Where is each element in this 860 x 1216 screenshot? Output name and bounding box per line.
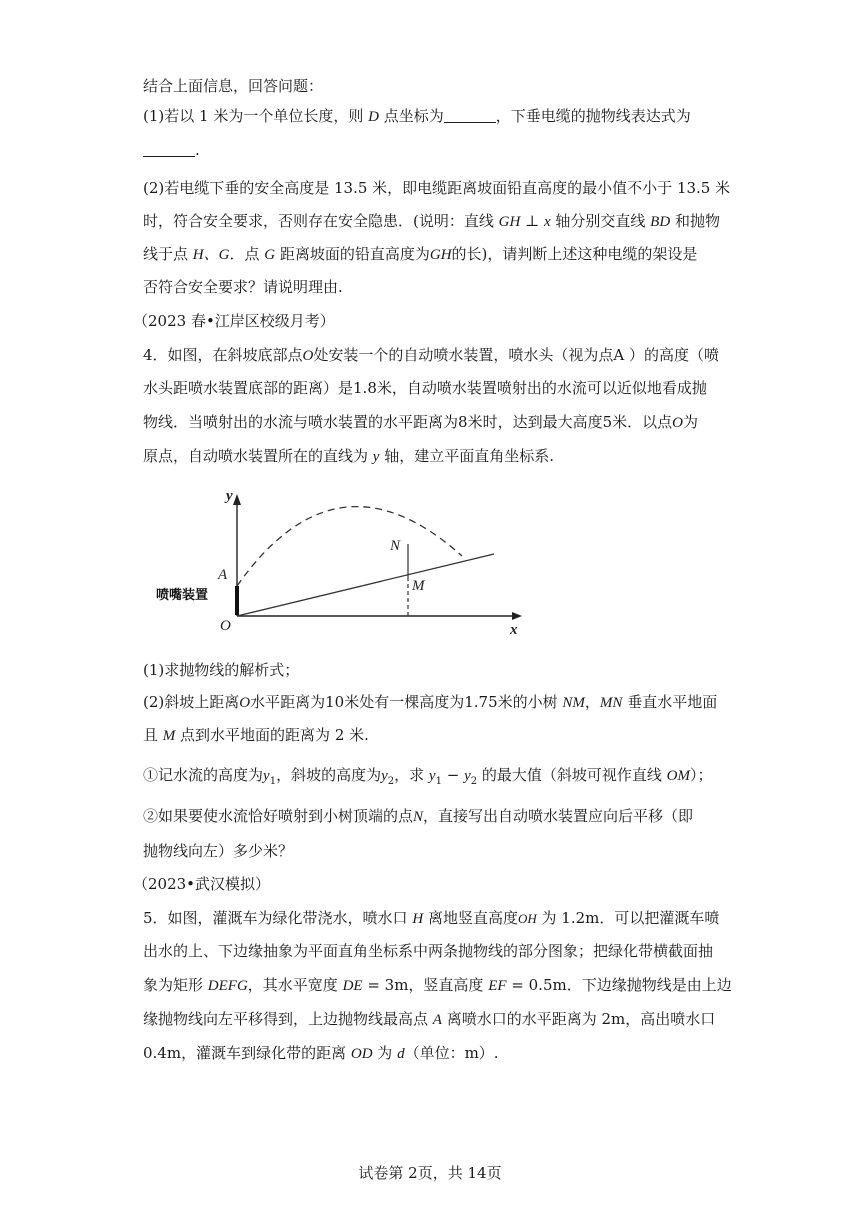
x-axis-arrow (512, 612, 522, 620)
q5-line3: 象为矩形 DEFG，其水平宽度 DE = 3m，竖直高度 EF = 0.5m．下边缘抛物线是由上边 (143, 976, 732, 994)
q4-line2: 水头距喷水装置底部的距离）是1.8米，自动喷水装置喷射出的水流可以近似地看成抛 (143, 379, 707, 397)
source-label-q4: （2023 春•江岸区校级月考） (133, 312, 335, 330)
sprinkler-figure (150, 484, 540, 644)
q4-sub2-line1: (2)斜坡上距离O水平距离为10米处有一棵高度为1.75米的小树 NM，MN 垂直水平地面 (143, 693, 718, 711)
q3-part1-line2: . (143, 140, 200, 160)
q4-line3: 物线．当喷射出的水流与喷水装置的水平距离为8米时，达到最大高度5米．以点O为 (143, 413, 698, 431)
slope-line-OM (237, 554, 494, 616)
q4-circle1: ①记水流的高度为$y_1$，斜坡的高度为$y_2$，求 $y_1 - y_2$ 的最大值（斜坡可视作直线 OM）； (143, 766, 713, 787)
page-footer: 试卷第 2页，共 14页 (358, 1164, 502, 1182)
q3-part2-line4: 否符合安全要求？请说明理由. (143, 278, 343, 296)
q3-part2-line1: (2)若电缆下垂的安全高度是 13.5 米，即电缆距离坡面铅直高度的最小值不小于 13.5 米 (143, 179, 731, 197)
q5-line1: 5．如图，灌溉车为绿化带浇水，喷水口 H 离地竖直高度OH 为 1.2m．可以把灌溉车喷 (143, 909, 720, 927)
label-A: A (218, 567, 228, 583)
source-label-q5: （2023•武汉模拟） (133, 875, 271, 893)
q3-intro: 结合上面信息，回答问题： (143, 77, 324, 95)
q4-sub2-line2: 且 M 点到水平地面的距离为 2 米. (143, 726, 369, 744)
y-axis-arrow (233, 494, 241, 505)
label-device: 喷嘴装置 (156, 588, 209, 603)
q5-line5: 0.4m，灌溉车到绿化带的距离 OD 为 d（单位：m）. (143, 1044, 499, 1062)
label-M: M (412, 578, 425, 594)
q4-circle2-line1: ②如果要使水流恰好喷射到小树顶端的点N，直接写出自动喷水装置应向后平移（即 (143, 807, 694, 825)
q5-line4: 缘抛物线向左平移得到，上边抛物线最高点 A 离喷水口的水平距离为 2m，高出喷水口 (143, 1010, 716, 1028)
answer-blank-1 (444, 108, 496, 123)
answer-blank-2 (143, 142, 195, 157)
label-x: x (510, 622, 518, 638)
label-y: y (226, 488, 233, 504)
q3-part1-line1: (1)若以 1 米为一个单位长度，则 D 点坐标为 ，下垂电缆的抛物线表达式为 (143, 107, 691, 125)
q4-line4: 原点，自动喷水装置所在的直线为 y 轴，建立平面直角坐标系. (143, 447, 554, 465)
label-O: O (220, 618, 231, 634)
label-N: N (390, 538, 401, 554)
q3-part2-line3: 线于点 H、G．点 G 距离坡面的铅直高度为GH的长)，请判断上述这种电缆的架设是 (143, 245, 698, 263)
q4-sub1: (1)求抛物线的解析式； (143, 661, 300, 679)
q4-line1: 4．如图，在斜坡底部点O处安装一个的自动喷水装置，喷水头（视为点A ）的高度（喷 (143, 346, 719, 364)
water-parabola (237, 507, 462, 586)
q5-line2: 出水的上、下边缘抽象为平面直角坐标系中两条抛物线的部分图象；把绿化带横截面抽 (143, 942, 714, 960)
q3-part2-line2: 时，符合安全要求，否则存在安全隐患．(说明：直线 GH ⊥ x 轴分别交直线 BD 和抛物 (143, 212, 720, 230)
q4-circle2-line2: 抛物线向左）多少米？ (143, 842, 294, 860)
